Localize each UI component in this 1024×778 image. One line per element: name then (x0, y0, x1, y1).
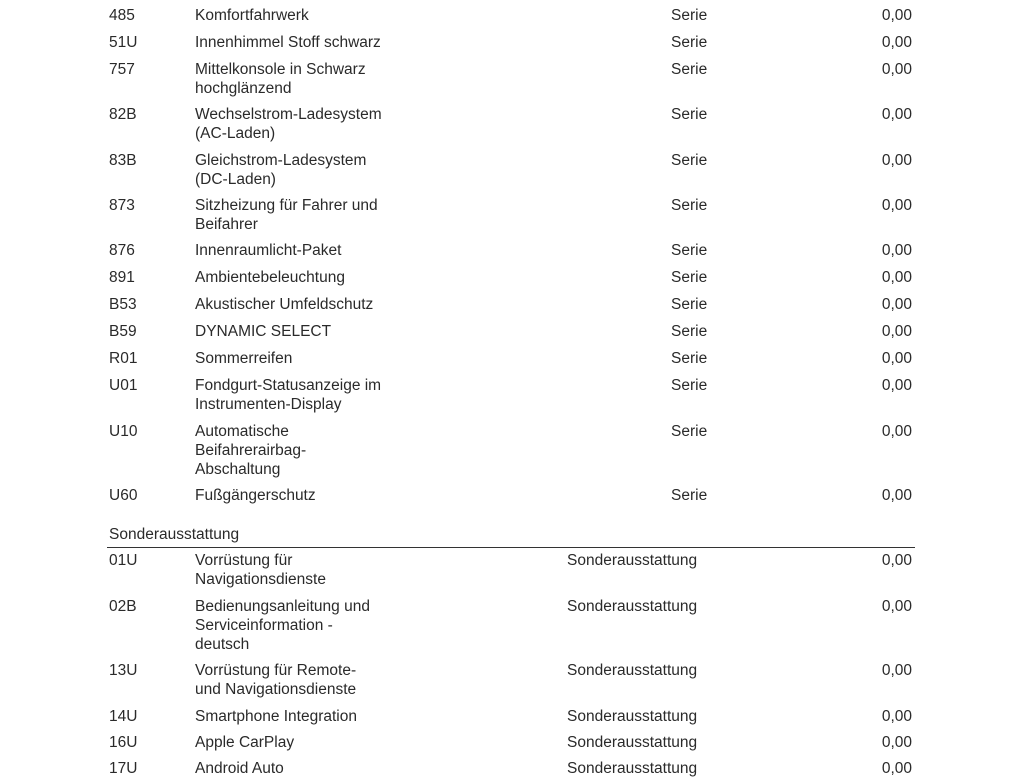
option-price: 0,00 (881, 34, 912, 51)
option-price: 0,00 (881, 760, 912, 777)
option-code: 01U (109, 552, 138, 569)
option-category: Serie (671, 242, 708, 259)
option-price: 0,00 (881, 296, 912, 313)
option-code: 82B (109, 106, 137, 123)
option-category: Sonderausstattung (567, 760, 698, 777)
option-price: 0,00 (881, 350, 912, 367)
option-code: 16U (109, 734, 138, 751)
option-code: 873 (109, 197, 135, 214)
option-category: Serie (671, 34, 708, 51)
option-code: 51U (109, 34, 138, 51)
option-code: 876 (109, 242, 135, 259)
option-code: 13U (109, 662, 138, 679)
option-category: Serie (671, 197, 708, 214)
option-code: 485 (109, 7, 135, 24)
option-price: 0,00 (881, 377, 912, 394)
section-divider (107, 547, 915, 548)
option-code: 891 (109, 269, 135, 286)
option-code: U60 (109, 487, 138, 504)
option-code: R01 (109, 350, 138, 367)
option-description: DYNAMIC SELECT (195, 323, 332, 340)
option-description: Fondgurt-Statusanzeige im Instrumenten-Display (195, 377, 382, 413)
option-code: U10 (109, 423, 138, 440)
option-category: Serie (671, 269, 708, 286)
option-price: 0,00 (881, 598, 912, 615)
option-category: Serie (671, 7, 708, 24)
option-description: Gleichstrom-Ladesystem (DC-Laden) (195, 152, 367, 188)
option-description: Innenhimmel Stoff schwarz (195, 34, 381, 51)
option-category: Sonderausstattung (567, 552, 698, 569)
option-category: Serie (671, 323, 708, 340)
option-code: 14U (109, 708, 138, 725)
option-price: 0,00 (881, 734, 912, 751)
option-description: Sommerreifen (195, 350, 293, 367)
option-description: Vorrüstung für Remote- und Navigationsdienste (195, 662, 357, 698)
option-code: 02B (109, 598, 137, 615)
option-category: Sonderausstattung (567, 708, 698, 725)
option-category: Serie (671, 106, 708, 123)
option-description: Apple CarPlay (195, 734, 295, 751)
option-description: Ambientebeleuchtung (195, 269, 345, 286)
option-price: 0,00 (881, 487, 912, 504)
section-heading: Sonderausstattung (109, 526, 240, 543)
option-code: B59 (109, 323, 137, 340)
option-description: Automatische Beifahrerairbag- Abschaltung (195, 423, 307, 478)
option-price: 0,00 (881, 708, 912, 725)
option-code: 83B (109, 152, 137, 169)
option-code: 757 (109, 61, 135, 78)
option-code: B53 (109, 296, 137, 313)
option-price: 0,00 (881, 106, 912, 123)
option-category: Sonderausstattung (567, 598, 698, 615)
option-code: U01 (109, 377, 138, 394)
option-category: Sonderausstattung (567, 734, 698, 751)
option-price: 0,00 (881, 662, 912, 679)
option-description: Fußgängerschutz (195, 487, 316, 504)
option-category: Sonderausstattung (567, 662, 698, 679)
option-category: Serie (671, 377, 708, 394)
option-category: Serie (671, 350, 708, 367)
option-price: 0,00 (881, 197, 912, 214)
option-price: 0,00 (881, 61, 912, 78)
option-code: 17U (109, 760, 138, 777)
option-description: Komfortfahrwerk (195, 7, 309, 24)
option-price: 0,00 (881, 7, 912, 24)
option-price: 0,00 (881, 152, 912, 169)
option-price: 0,00 (881, 323, 912, 340)
option-description: Android Auto (195, 760, 284, 777)
option-description: Sitzheizung für Fahrer und Beifahrer (195, 197, 378, 233)
option-price: 0,00 (881, 269, 912, 286)
option-description: Mittelkonsole in Schwarz hochglänzend (195, 61, 366, 97)
option-description: Akustischer Umfeldschutz (195, 296, 374, 313)
option-category: Serie (671, 61, 708, 78)
option-description: Wechselstrom-Ladesystem (AC-Laden) (195, 106, 382, 142)
option-category: Serie (671, 152, 708, 169)
option-price: 0,00 (881, 423, 912, 440)
option-category: Serie (671, 487, 708, 504)
option-category: Serie (671, 423, 708, 440)
option-description: Bedienungsanleitung und Serviceinformation - deutsch (195, 598, 370, 653)
option-description: Smartphone Integration (195, 708, 357, 725)
option-category: Serie (671, 296, 708, 313)
option-description: Innenraumlicht-Paket (195, 242, 342, 259)
option-description: Vorrüstung für Navigationsdienste (195, 552, 326, 588)
option-price: 0,00 (881, 242, 912, 259)
option-price: 0,00 (881, 552, 912, 569)
